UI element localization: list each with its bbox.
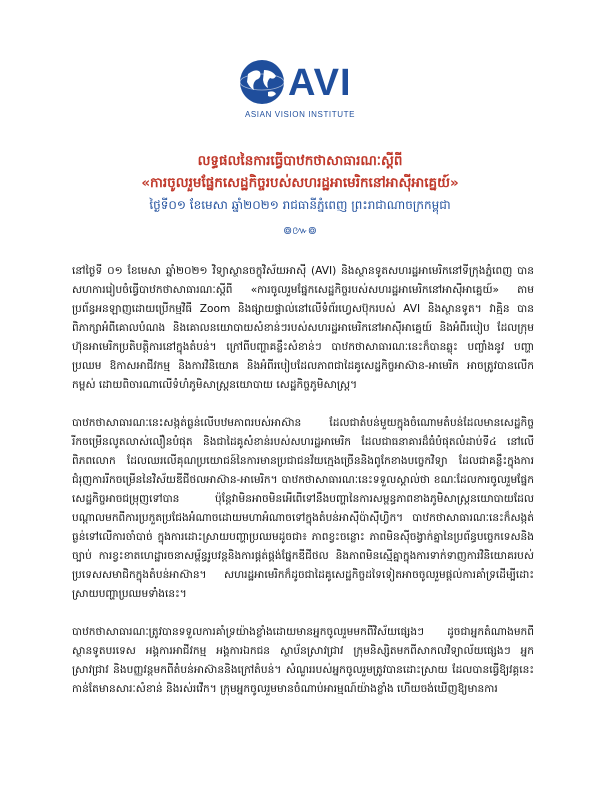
- document-title: លទ្ធផលនៃការធ្វើបាឋកថាសាធារណៈស្តីពី: [197, 153, 403, 169]
- paragraph-1: នៅថ្ងៃទី ០១ ខែមេសា ឆ្នាំ២០២១ វិទ្យាស្ថានចក្ខុវិស័យអាស៊ី (AVI) និងស្ថានទូតសហរដ្ឋអាមេរិកនៅទីក្រុងភ្នំពេញ បានសហការរៀបចំធ្វើបាឋកថាសាធារណៈស្តីពី «ការចូលរួមផ្នែកសេដ្ឋកិច្ចរបស់សហរដ្ឋអាមេរិកនៅអាស៊ីអាគ្នេយ៍» តាមប្រព័ន្ធអនឡាញដោយប្រើកម្មវិធី Zoom និងផ្សាយផ្ទាល់នៅលើទំព័រហ្វេសប៊ុករបស់ AVI និងស្ថានទូត។ វាគ្មិន បានពិភាក្សាអំពីគោលបំណង និងគោលនយោបាយសំខាន់ៗរបស់សហរដ្ឋអាមេរិកនៅអាស៊ីអាគ្នេយ៍ និងអំពីរបៀប ដែលក្រុមហ៊ុនអាមេរិកប្រតិបត្តិការនៅក្នុងតំបន់។ ក្រៅពីបញ្ហាគន្លឹះសំខាន់ៗ បាឋកថាសាធារណៈនេះក៏បានឆ្លុះ បញ្ចាំងនូវ បញ្ហាប្រឈម ឱកាសអាជីវកម្ម និងការវិនិយោគ និងអំពីរបៀបដែលភាពជាដៃគូសេដ្ឋកិច្ចអាស៊ាន-អាមេរិក អាចត្រូវបានលើកកម្ពស់ ដោយពិចារណាលើទំហំភូមិសាស្ត្រនយោបាយ សេដ្ឋកិច្ចភូមិសាស្ត្រ។: [72, 265, 534, 391]
- title-ornament: ៙៚៙: [283, 224, 317, 237]
- paragraph-3: បាឋកថាសាធារណៈត្រូវបានទទួលការគាំទ្រយ៉ាងខ្លាំងដោយមានអ្នកចូលរួមមកពីវិស័យផ្សេងៗ ដូចជាអ្នកតំណាងមកពីស្ថានទូតបរទេស អង្គការអាជីវកម្ម អង្គការឯកជន ស្ថាប័នស្រាវជ្រាវ ក្រុមនិស្សិតមកពីសាកលវិទ្យាល័យផ្សេងៗ អ្នកស្រាវជ្រាវ និងបញ្ញវន្តមកពីតំបន់អាស៊ាននិងក្រៅតំបន់។ សំណួររបស់អ្នកចូលរួមត្រូវបានដោះស្រាយ ដែលបានធ្វើឱ្យវគ្គនេះកាន់តែមានសារៈសំខាន់ និងរស់រវើក។ ក្រុមអ្នកចូលរួមមានចំណាប់អារម្មណ៍យ៉ាងខ្លាំង ហើយចង់ឃើញឱ្យមានការ: [72, 626, 534, 695]
- globe-icon: [238, 58, 286, 106]
- logo-tagline: ASIAN VISION INSTITUTE: [244, 110, 356, 119]
- document-date-location: ថ្ងៃទី០១ ខែមេសា ឆ្នាំ២០២១ រាជធានីភ្នំពេញ ព្រះរាជាណាចក្រកម្ពុជា: [149, 198, 451, 212]
- document-subtitle: «ការចូលរួមផ្នែកសេដ្ឋកិច្ចរបស់សហរដ្ឋអាមេរិកនៅអាស៊ីអាគ្នេយ៍»: [141, 175, 459, 191]
- logo-brand-text: AVI: [288, 62, 352, 104]
- paragraph-2: បាឋកថាសាធារណៈនេះសង្កត់ធ្ងន់លើបឋមភាពរបស់អាស៊ាន ដែលជាតំបន់មួយក្នុងចំណោមតំបន់ដែលមានសេដ្ឋកិច្ចរីកចម្រើនលូតលាស់លឿនបំផុត និងជាដៃគូសំខាន់របស់សហរដ្ឋអាមេរិក ដែលជាធនាគារដ៏ធំបំផុតលំដាប់ទី៤ នៅលើពិភពលោក ដែលឈរលើគុណប្រយោជន៍នៃការមានប្រជាជនវ័យក្មេងច្រើននិងពូកែខាងបច្ចេកវិទ្យា ដែលជាគន្លឹះក្នុងការជំរុញការរីកចម្រើននៃវិស័យឌីជីថលអាស៊ាន-អាមេរិក។ បាឋកថាសាធារណៈនេះទទួលស្គាល់ថា ខណៈដែលការចូលរួមផ្នែកសេដ្ឋកិច្ចអាចជម្រុញទៅបាន ប៉ុន្តែវាមិនអាចមិនអើពើទៅនឹងបញ្ហានៃការសម្ពន្ធភាពខាងភូមិសាស្ត្រនយោបាយដែលបណ្តាលមកពីការប្រកួតប្រជែងអំណាចដោយមហាអំណាចទៅក្នុងតំបន់អាស៊ីប៉ាស៊ីហ្វិក។ បាឋកថាសាធារណៈនេះក៏សង្កត់ធ្ងន់ទៅលើការចាំបាច់ ក្នុងការដោះស្រាយបញ្ហាប្រឈមដូចជា៖ ភាពខ្វះចន្លោះ ភាពមិនស៊ីចង្វាក់គ្នានៃប្រព័ន្ធបច្ចេកទេសនិងច្បាប់ ការខ្វះខាតហេដ្ឋារចនាសម្ព័ន្ធរូបវន្តនិងការផ្គត់ផ្គង់ផ្នែកឌីជីថល និងភាពមិនស្មើគ្នាក្នុងការទាក់ទាញការវិនិយោគរបស់ប្រទេសសមាជិកក្នុងតំបន់អាស៊ាន។ សហរដ្ឋអាមេរិកក៏ដូចជាដៃគូសេដ្ឋកិច្ចដទៃទៀតអាចចូលរួមផ្តល់ការគាំទ្រដើម្បីដោះស្រាយបញ្ហាប្រឈមទាំងនេះ។: [72, 417, 534, 600]
- body-text: [72, 262, 534, 718]
- avi-logo: [238, 58, 362, 128]
- title-block: [50, 150, 550, 242]
